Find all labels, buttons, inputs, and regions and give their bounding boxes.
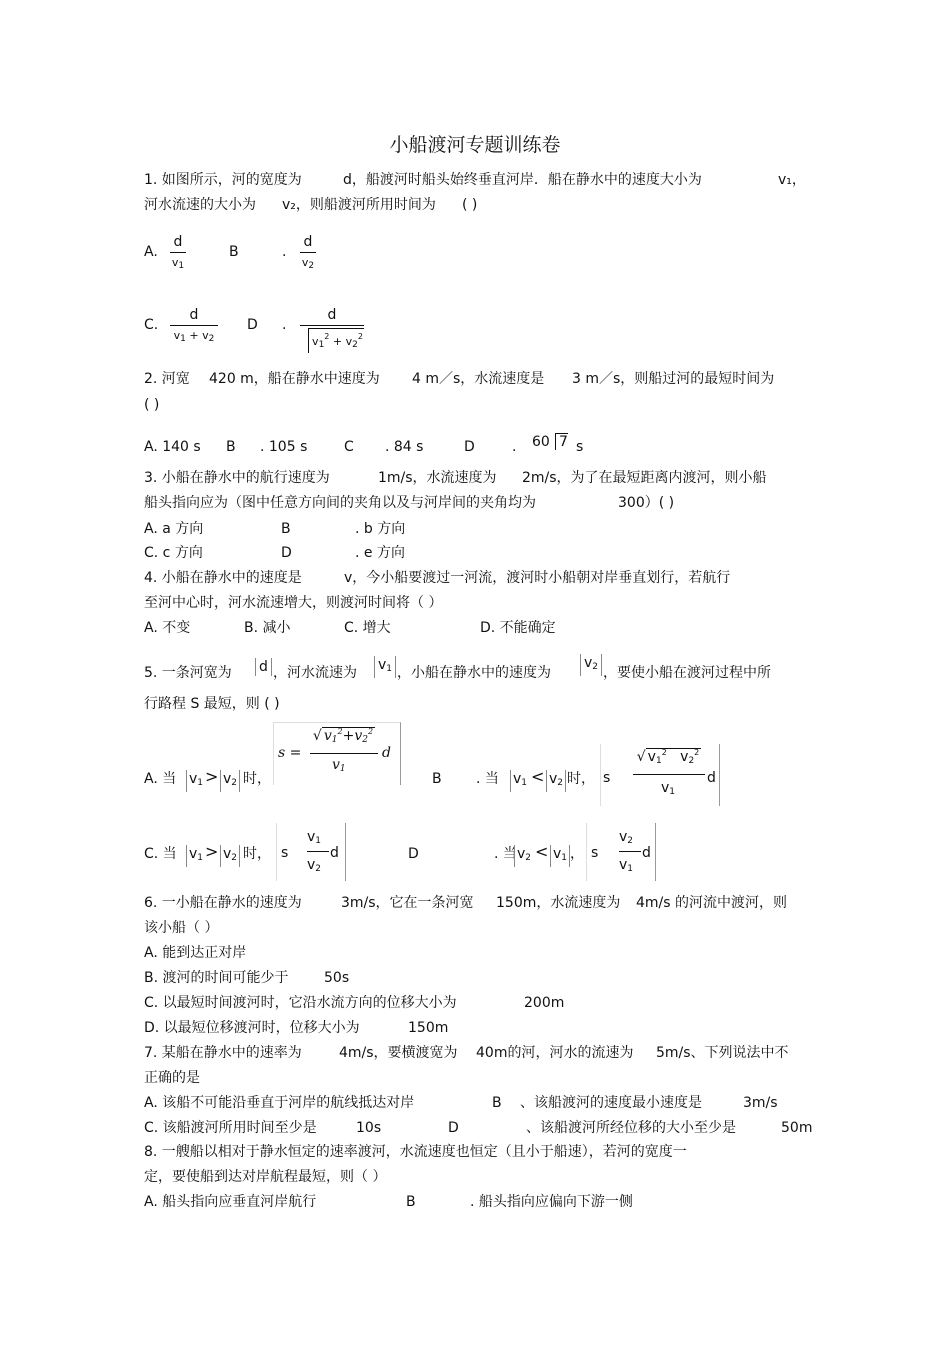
subscript: 2 (688, 756, 695, 766)
when-text: 时， (243, 846, 271, 862)
denominator (170, 328, 218, 347)
q6-text: 该小船（ ） (144, 920, 219, 936)
q3-angle (618, 494, 674, 512)
subscript: 1 (331, 735, 338, 745)
v-symbol: v (661, 780, 670, 796)
option-c: C. 增大 (344, 620, 391, 636)
subscript: 2 (592, 662, 599, 672)
fraction-d-over-root (300, 307, 364, 353)
q3-text: 1m/s，水流速度为 (378, 470, 497, 486)
option-b-label: B (229, 244, 239, 260)
v-symbol: v (171, 256, 179, 269)
radicand (322, 727, 375, 744)
when-text: . 当 (476, 771, 499, 787)
option-d-label: D (464, 439, 475, 455)
formula-denominator (619, 857, 633, 874)
option-c-label: C. (144, 317, 159, 333)
v-symbol: v (647, 749, 656, 765)
option-c: C. 该船渡河所用时间至少是 (144, 1120, 317, 1136)
numerator: d (303, 234, 313, 250)
d-symbol: d (707, 770, 716, 786)
option-d-value: . e 方向 (355, 545, 405, 561)
option-d-value: 50m (781, 1120, 813, 1136)
q1-text: ( ) (462, 197, 478, 213)
subscript: 1 (197, 853, 204, 863)
s-symbol: s (281, 845, 289, 861)
var-d: d (255, 658, 272, 676)
superscript: 2 (337, 727, 343, 736)
option-c-value: 200m (524, 995, 565, 1011)
option-b-value: 3m/s (743, 1095, 778, 1111)
denominator (170, 255, 186, 274)
q1-text: 河水流速的大小为 (144, 197, 256, 213)
formula-numerator (307, 829, 321, 846)
subscript: 1 (315, 836, 322, 846)
fraction-d-over-sum (170, 307, 218, 347)
formula-image-d (586, 823, 656, 881)
q5-text: 5. 一条河宽为 (144, 665, 232, 681)
fraction-bar (633, 774, 705, 775)
option-b-value: . 105 s (260, 439, 308, 455)
subscript: 1 (669, 787, 676, 797)
v-symbol: v (301, 256, 309, 269)
q7-text: 40m的河，河水的流速为 (476, 1045, 634, 1061)
numerator: d (327, 307, 337, 323)
option-d-label: D (408, 846, 419, 862)
subscript: 2 (315, 864, 322, 874)
v-symbol: v (202, 329, 209, 342)
q4-text: v，今小船要渡过一河流，渡河时小船朝对岸垂直划行，若航行 (344, 570, 731, 586)
subscript: 1 (178, 261, 185, 271)
option-a: A. 船头指向应垂直河岸航行 (144, 1194, 317, 1210)
option-c: C. 以最短时间渡河时，它沿水流方向的位移大小为 (144, 995, 457, 1011)
q1-text: 1. 如图所示，河的宽度为 (144, 172, 302, 188)
q2-text: 2. 河宽 (144, 371, 190, 387)
option-a: A. 该船不可能沿垂直于河岸的航线抵达对岸 (144, 1095, 415, 1111)
v-symbol: v (307, 829, 316, 845)
option-d-label: D (247, 317, 258, 333)
v-symbol: v (553, 846, 562, 862)
angle-digit: 0 (635, 495, 645, 511)
fraction-bar (307, 851, 329, 852)
radical-icon: √ (312, 728, 322, 744)
q5-text: 行路程 S 最短，则 ( ) (144, 696, 280, 712)
q6-text: 6. 一小船在静水的速度为 (144, 895, 302, 911)
var-v1 (510, 770, 529, 792)
dot: . (282, 317, 287, 333)
var-v2 (546, 770, 566, 792)
superscript: 2 (694, 748, 700, 757)
option-b-value: . b 方向 (355, 521, 406, 537)
v-symbol: v (378, 657, 387, 673)
var-v1 (186, 845, 205, 867)
q4-text: 4. 小船在静水中的速度是 (144, 570, 302, 586)
formula-image-b (600, 744, 720, 806)
s-symbol: s (603, 770, 611, 786)
q6-text: 4m/s 的河流中渡河，则 (636, 895, 788, 911)
v-symbol: v (517, 846, 526, 862)
option-a-label: A. (144, 244, 158, 260)
option-c-value: . 84 s (385, 439, 424, 455)
q1-text: d，船渡河时船头始终垂直河岸．船在静水中的速度大小为 (343, 172, 702, 188)
subscript: 1 (521, 778, 528, 788)
option-d-text: 、该船渡河所经位移的大小至少是 (526, 1120, 736, 1136)
when-text: 时， (567, 771, 595, 787)
option-a: A. 不变 (144, 620, 191, 636)
option-a: A. a 方向 (144, 521, 204, 537)
v-symbol: v (680, 749, 689, 765)
subscript: 1 (318, 340, 325, 350)
gt-sign: > (205, 767, 219, 786)
fraction-bar (619, 851, 641, 852)
subscript: 2 (231, 853, 238, 863)
denominator (308, 328, 364, 353)
option-d-value: 150m (408, 1020, 449, 1036)
gt-sign: > (205, 842, 219, 861)
q1-text: v₂，则船渡河所用时间为 (282, 197, 436, 213)
subscript: 2 (231, 778, 238, 788)
s-equals: s = (278, 745, 302, 761)
fraction-bar (310, 753, 378, 754)
d-symbol: d (330, 845, 339, 861)
var-v2 (580, 654, 602, 676)
plus-sign: + (332, 335, 343, 348)
q6-text: 3m/s，它在一条河宽 (341, 895, 474, 911)
s-symbol: s (591, 845, 599, 861)
superscript: 2 (357, 332, 363, 341)
dot: . (282, 244, 287, 260)
radicand (646, 748, 702, 765)
option-b-label: B (226, 439, 236, 455)
option-b-text: 、该船渡河的速度最小速度是 (520, 1095, 702, 1111)
formula-denominator (661, 780, 675, 797)
v-symbol: v (189, 846, 198, 862)
v-symbol: v (223, 846, 232, 862)
q3-text: 3. 小船在静水中的航行速度为 (144, 470, 330, 486)
v-symbol: v (312, 335, 319, 348)
when-text: . 当 (494, 846, 517, 862)
option-b-label: B (406, 1194, 416, 1210)
q2-text: ( ) (144, 397, 160, 413)
q8-text: 8. 一艘船以相对于静水恒定的速率渡河，水流速度也恒定（且小于船速），若河的宽度一 (144, 1144, 687, 1160)
option-b-label: B (432, 771, 442, 787)
option-d: D. 以最短位移渡河时，位移大小为 (144, 1020, 360, 1036)
q5-text: ，小船在静水中的速度为 (397, 665, 551, 681)
v-symbol: v (332, 757, 340, 773)
formula-denominator (332, 757, 346, 774)
option-c: C. c 方向 (144, 545, 203, 561)
q7-text: 4m/s，要横渡宽为 (339, 1045, 458, 1061)
comma: ， (570, 846, 584, 862)
option-a: A. 能到达正对岸 (144, 945, 247, 961)
paren: ）( ) (644, 495, 675, 511)
radical-icon: √ (636, 749, 646, 765)
when-text: 时， (243, 771, 271, 787)
q1-text: v₁， (778, 172, 806, 188)
numerator: d (189, 307, 199, 323)
q2-text: 3 m／s，则船过河的最短时间为 (572, 371, 775, 387)
subscript: 1 (561, 853, 568, 863)
formula-denominator (307, 857, 321, 874)
subscript: 2 (308, 261, 315, 271)
option-c-value: 10s (356, 1120, 382, 1136)
var-v1 (550, 845, 570, 867)
formula-numerator (310, 727, 378, 745)
subscript: 1 (180, 334, 186, 344)
q2-text: 420 m，船在静水中速度为 (209, 371, 380, 387)
v-symbol: v (173, 329, 181, 342)
option-c-label: C (344, 439, 354, 455)
angle-value: 30 (618, 495, 636, 511)
v-symbol: v (189, 771, 198, 787)
q7-text: 正确的是 (144, 1070, 200, 1086)
v-symbol: v (619, 857, 628, 873)
fraction-d-over-v1 (170, 234, 186, 274)
unit-s: s (576, 439, 584, 455)
subscript: 1 (627, 864, 634, 874)
subscript: 2 (352, 340, 358, 350)
option-d: D. 不能确定 (480, 620, 556, 636)
option-a-label: A. 当 (144, 771, 177, 787)
v-symbol: v (549, 771, 558, 787)
v-symbol: v (307, 857, 316, 873)
option-b-label: B (281, 521, 291, 537)
q2-text: 4 m／s，水流速度是 (412, 371, 545, 387)
subscript: 2 (557, 778, 564, 788)
formula-image-a (273, 722, 401, 785)
numerator: d (173, 234, 183, 250)
var-v2 (220, 770, 240, 792)
superscript: 2 (661, 748, 667, 757)
subscript: 1 (655, 756, 662, 766)
plus-sign: + (342, 728, 355, 744)
page-title: 小船渡河专题训练卷 (389, 134, 561, 156)
subscript: 1 (197, 778, 204, 788)
lt-sign: < (531, 767, 545, 786)
option-b-label: B (492, 1095, 502, 1111)
fraction-d-over-v2 (300, 234, 316, 274)
superscript: 2 (324, 332, 330, 341)
v-symbol: v (345, 335, 353, 348)
option-a: A. 140 s (144, 439, 201, 455)
formula-numerator (633, 748, 705, 766)
v-symbol: v (354, 728, 363, 744)
v-symbol: v (619, 829, 628, 845)
q3-text: 2m/s，为了在最短距离内渡河，则小船 (522, 470, 767, 486)
option-b-value: 50s (324, 970, 350, 986)
denominator (300, 255, 316, 274)
q8-text: 定，要使船到达对岸航程最短，则（ ） (144, 1169, 387, 1185)
subscript: 1 (339, 764, 346, 774)
q7-text: 7. 某船在静水中的速率为 (144, 1045, 302, 1061)
v-symbol: v (223, 771, 232, 787)
var-v2 (514, 845, 533, 867)
d-symbol: d (642, 845, 651, 861)
option-b-text: . 船头指向应偏向下游一侧 (470, 1194, 633, 1210)
d-symbol: d (382, 745, 391, 761)
var-v1 (374, 656, 396, 678)
dot: . (512, 439, 517, 455)
superscript: 2 (367, 727, 374, 736)
q5-text: ，河水流速为 (273, 665, 357, 681)
q5-text: ，要使小船在渡河过程中所 (603, 665, 771, 681)
lt-sign: < (535, 842, 549, 861)
plus-sign: + (189, 329, 199, 342)
q3-text: 船头指向应为（图中任意方向间的夹角以及与河岸间的夹角均为 (144, 495, 536, 511)
var-v1 (186, 770, 205, 792)
q4-text: 至河中心时，河水流速增大，则渡河时间将（ ） (144, 595, 443, 611)
q6-text: 150m，水流速度为 (496, 895, 621, 911)
formula-numerator (619, 829, 633, 846)
sixty: 60 (532, 434, 550, 450)
v-symbol: v (584, 655, 593, 671)
option-b: B. 渡河的时间可能少于 (144, 970, 289, 986)
subscript: 2 (208, 334, 215, 344)
option-d-label: D (281, 545, 292, 561)
subscript: 2 (627, 836, 634, 846)
v-symbol: v (513, 771, 522, 787)
formula-image-c (276, 823, 346, 881)
v-symbol: v (323, 728, 332, 744)
q7-text: 5m/s、下列说法中不 (656, 1045, 789, 1061)
subscript: 1 (386, 664, 393, 674)
var-v2 (220, 845, 240, 867)
option-c-label: C. 当 (144, 846, 177, 862)
sqrt-seven: 7 (555, 433, 568, 450)
subscript: 2 (525, 853, 532, 863)
option-d-label: D (448, 1120, 459, 1136)
option-b: B. 减小 (244, 620, 291, 636)
subscript: 2 (362, 735, 368, 745)
